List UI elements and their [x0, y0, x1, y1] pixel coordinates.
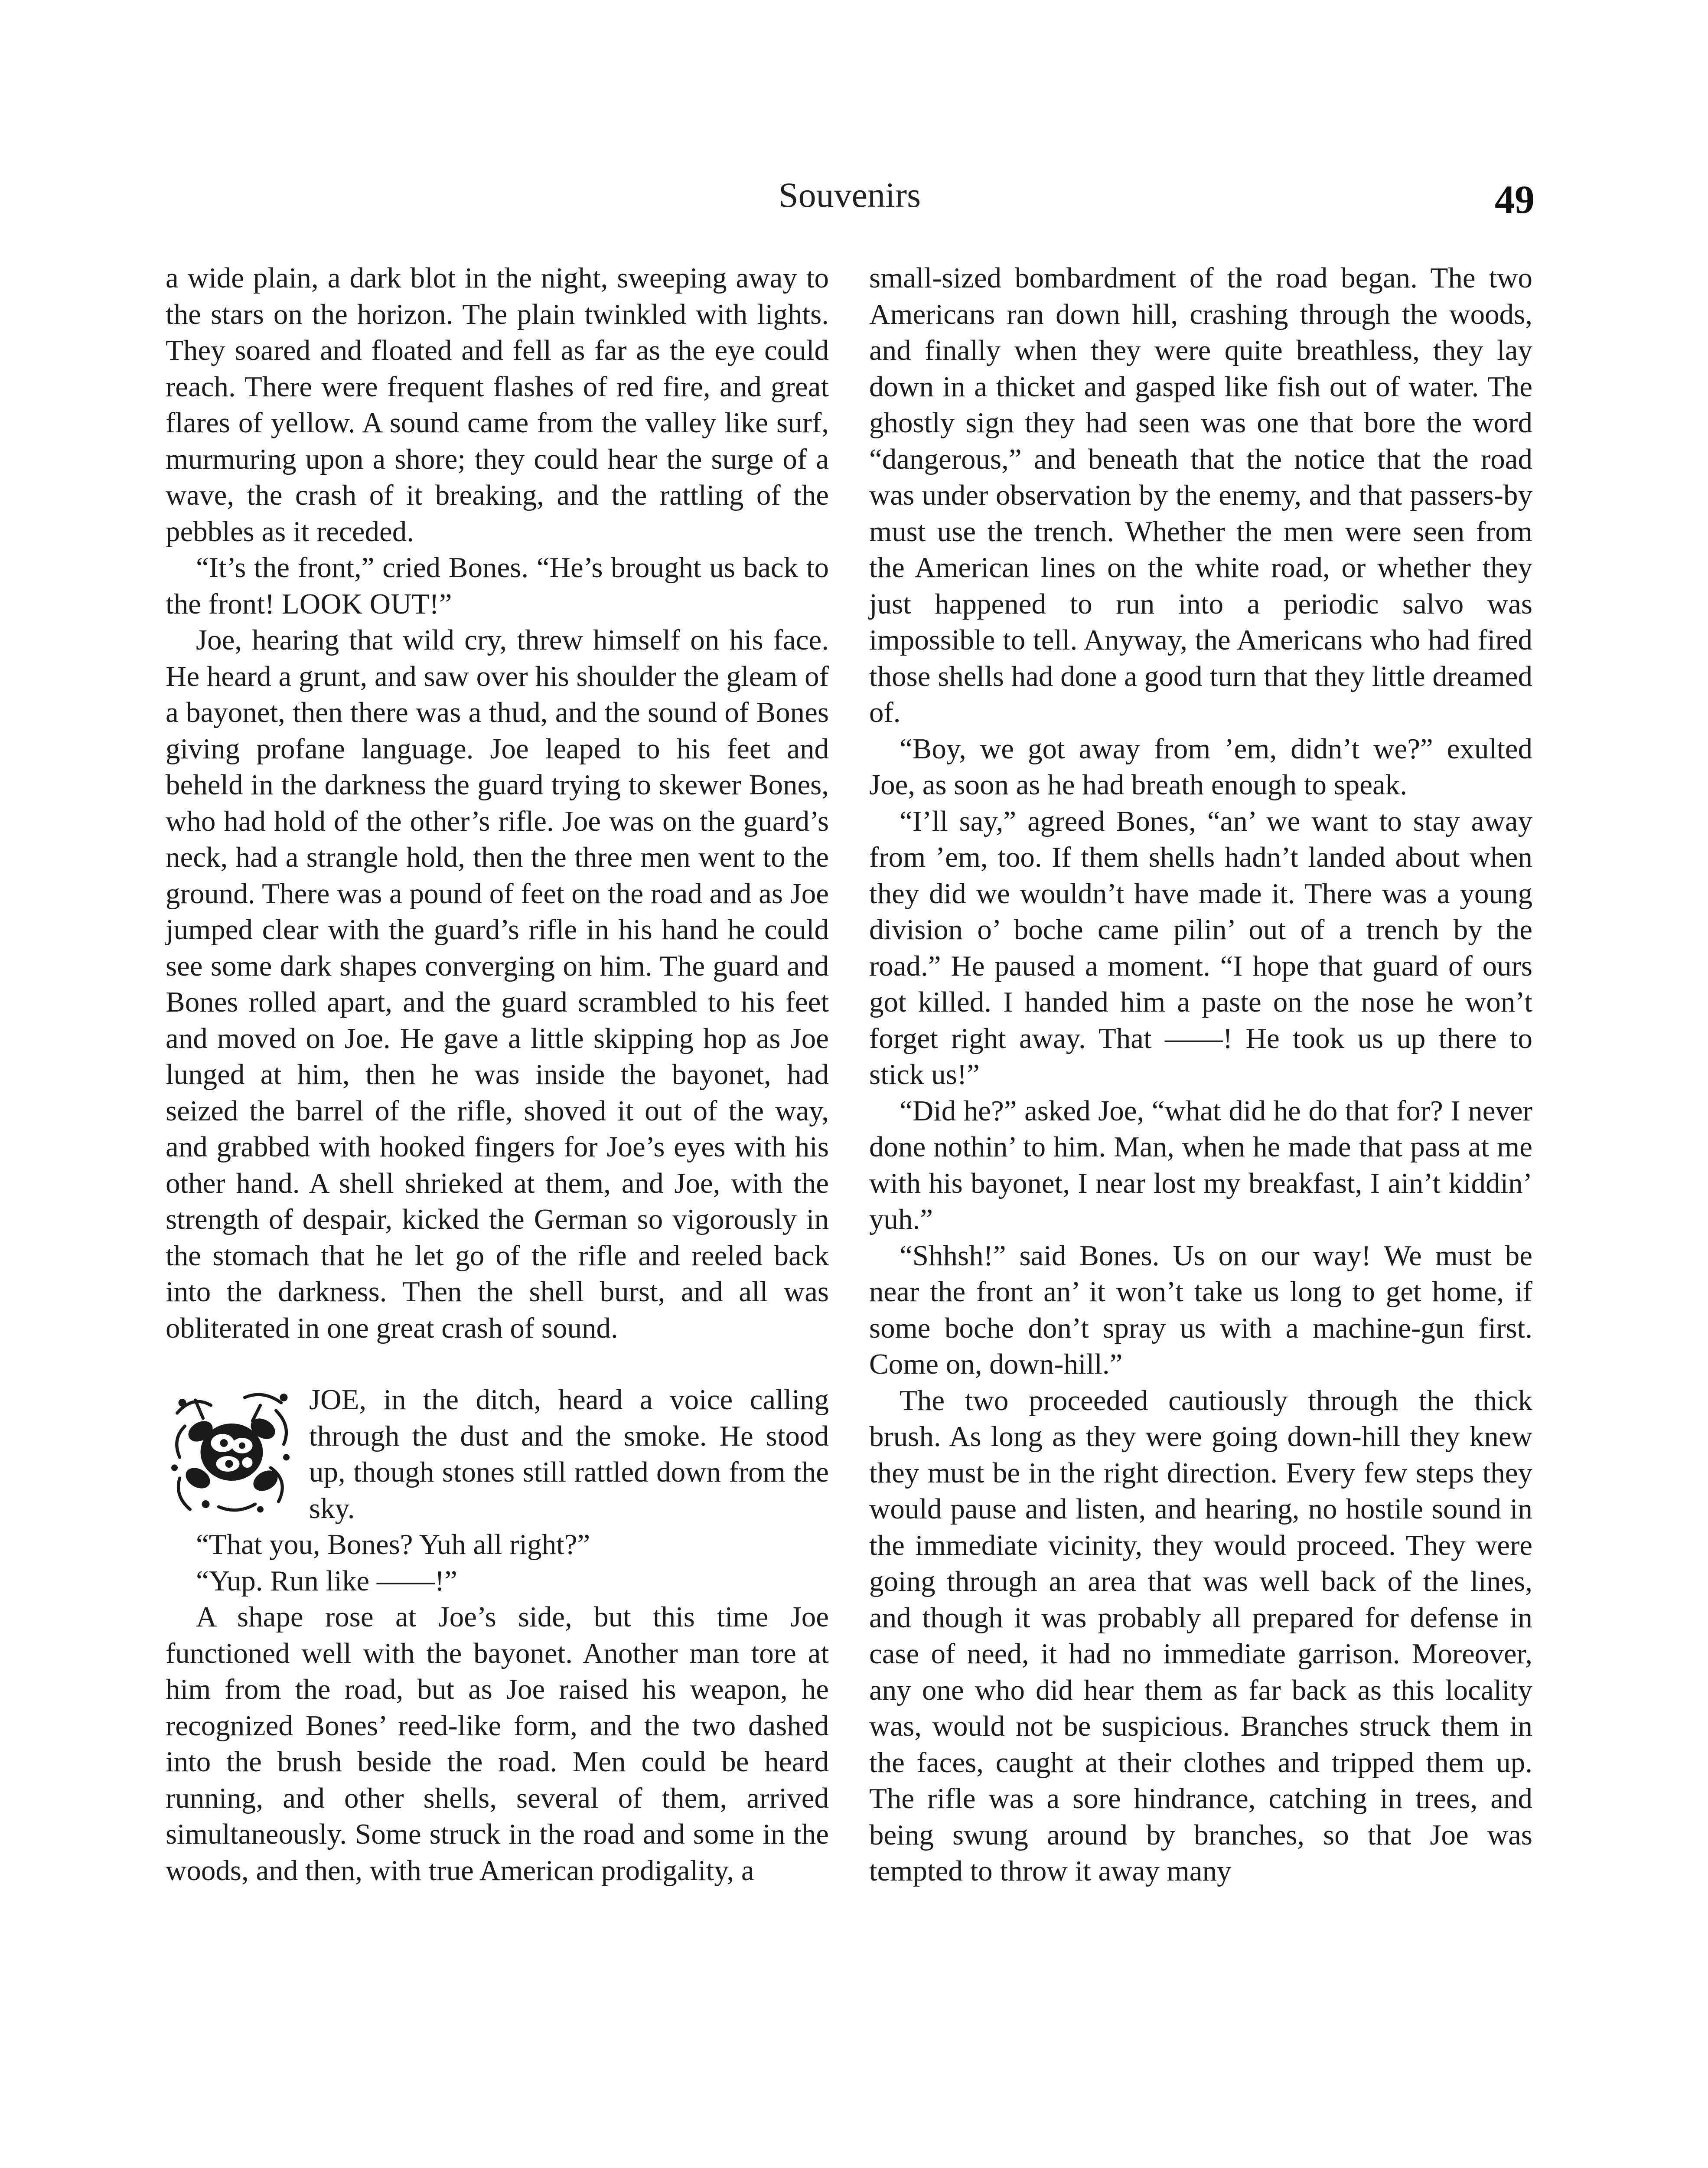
paragraph: “It’s the front,” cried Bones. “He’s brought us back to the front! LOOK OUT!”: [166, 552, 829, 620]
running-head: [165, 171, 1535, 228]
running-title: Souvenirs: [779, 175, 921, 215]
right-column: [869, 260, 1532, 1890]
paragraph: “I’ll say,” agreed Bones, “an’ we want to stay away from ’em, too. If them shells hadn’t landed about when they did we wouldn’t have made it. There was a young division o’ boche came pilin’ out of a trench by the road.” He paused a moment. “I hope that guard of ours got killed. I handed him a paste on the nose he won’t forget right away. That ——! He took us up there to stick us!”: [869, 805, 1532, 1091]
paragraph: A shape rose at Joe’s side, but this time Joe functioned well with the bayonet. Another man tore at him from the road, but as Joe raised his weapon, he recognized Bones’ reed-like form, and the two dashed into the brush beside the road. Men could be heard running, and other shells, several of them, arrived simultaneously. Some struck in the road and some in the woods, and then, with true American prodigality, a: [166, 1601, 829, 1887]
page-number: 49: [1495, 177, 1535, 222]
paragraph: “Yup. Run like ——!”: [196, 1564, 457, 1597]
paragraph: small-sized bombardment of the road began. The two Americans ran down hill, crashing through the woods, and finally when they were quite breathless, they lay down in a thicket and gasped like fish out of water. The ghostly sign they had seen was one that bore the word “dangerous,” and beneath that the notice that the road was under observation by the enemy, and that passers-by must use the trench. Whether the men were seen from the American lines on the white road, or whether they just happened to run into a periodic salvo was impossible to tell. Anyway, the Americans who had fired those shells had done a good turn that they little dreamed of.: [869, 262, 1532, 728]
section-opening: [166, 1382, 829, 1527]
paragraph: “That you, Bones? Yuh all right?”: [196, 1528, 590, 1561]
paragraph: “Did he?” asked Joe, “what did he do that for? I never done nothin’ to him. Man, when he made that pass at me with his bayonet, I near lost my breakfast, I ain’t kiddin’ yuh.”: [869, 1094, 1532, 1235]
paragraph: The two proceeded cautiously through the thick brush. As long as they were going down-hill they knew they must be in the right direction. Every few steps they would pause and listen, and hearing, no hostile sound in the immediate vicinity, they would proceed. They were going through an area that was well back of the lines, and though it was probably all prepared for defense in case of need, it had no immediate garrison. Moreover, any one who did hear them as far back as this locality was, would not be suspicious. Branches struck them in the faces, caught at their clothes and tripped them up. The rifle was a sore hindrance, catching in trees, and being swung around by branches, so that Joe was tempted to throw it away many: [869, 1384, 1532, 1887]
left-column: [166, 260, 829, 1889]
paragraph: Joe, hearing that wild cry, threw himself on his face. He heard a grunt, and saw over his shoulder the gleam of a bayonet, then there was a thud, and the sound of Bones giving profane language. Joe leaped to his feet and beheld in the darkness the guard trying to skewer Bones, who had hold of the other’s rifle. Joe was on the guard’s neck, had a strangle hold, then the three men went to the ground. There was a pound of feet on the road and as Joe jumped clear with the guard’s rifle in his hand he could see some dark shapes converging on him. The guard and Bones rolled apart, and the guard scrambled to his feet and moved on Joe. He gave a little skipping hop as Joe lunged at him, then he was inside the bayonet, had seized the barrel of the rifle, shoved it out of the way, and grabbed with hooked fingers for Joe’s eyes with his other hand. A shell shrieked at them, and Joe, with the strength of despair, kicked the German so vigorously in the stomach that he let go of the rifle and reeled back into the darkness. Then the shell burst, and all was obliterated in one great crash of sound.: [166, 624, 829, 1344]
section-opening-paragraph: JOE, in the ditch, heard a voice calling through the dust and the smoke. He stood up, though stones still rattled down from the sky.: [309, 1384, 829, 1525]
paragraph: “Shhsh!” said Bones. Us on our way! We must be near the front an’ it won’t take us long to get home, if some boche don’t spray us with a machine-gun first. Come on, down-hill.”: [869, 1239, 1532, 1380]
paragraph: a wide plain, a dark blot in the night, sweeping away to the stars on the horizon. The plain twinkled with lights. They soared and floated and fell as far as the eye could reach. There were frequent flashes of red fire, and great flares of yellow. A sound came from the valley like surf, murmuring upon a shore; they could hear the surge of a wave, the crash of it breaking, and the rattling of the pebbles as it receded.: [166, 262, 829, 548]
section-break: [166, 1346, 829, 1382]
paragraph: “Boy, we got away from ’em, didn’t we?” exulted Joe, as soon as he had breath enough to speak.: [869, 732, 1532, 801]
floral-ornament-icon: [166, 1387, 298, 1517]
